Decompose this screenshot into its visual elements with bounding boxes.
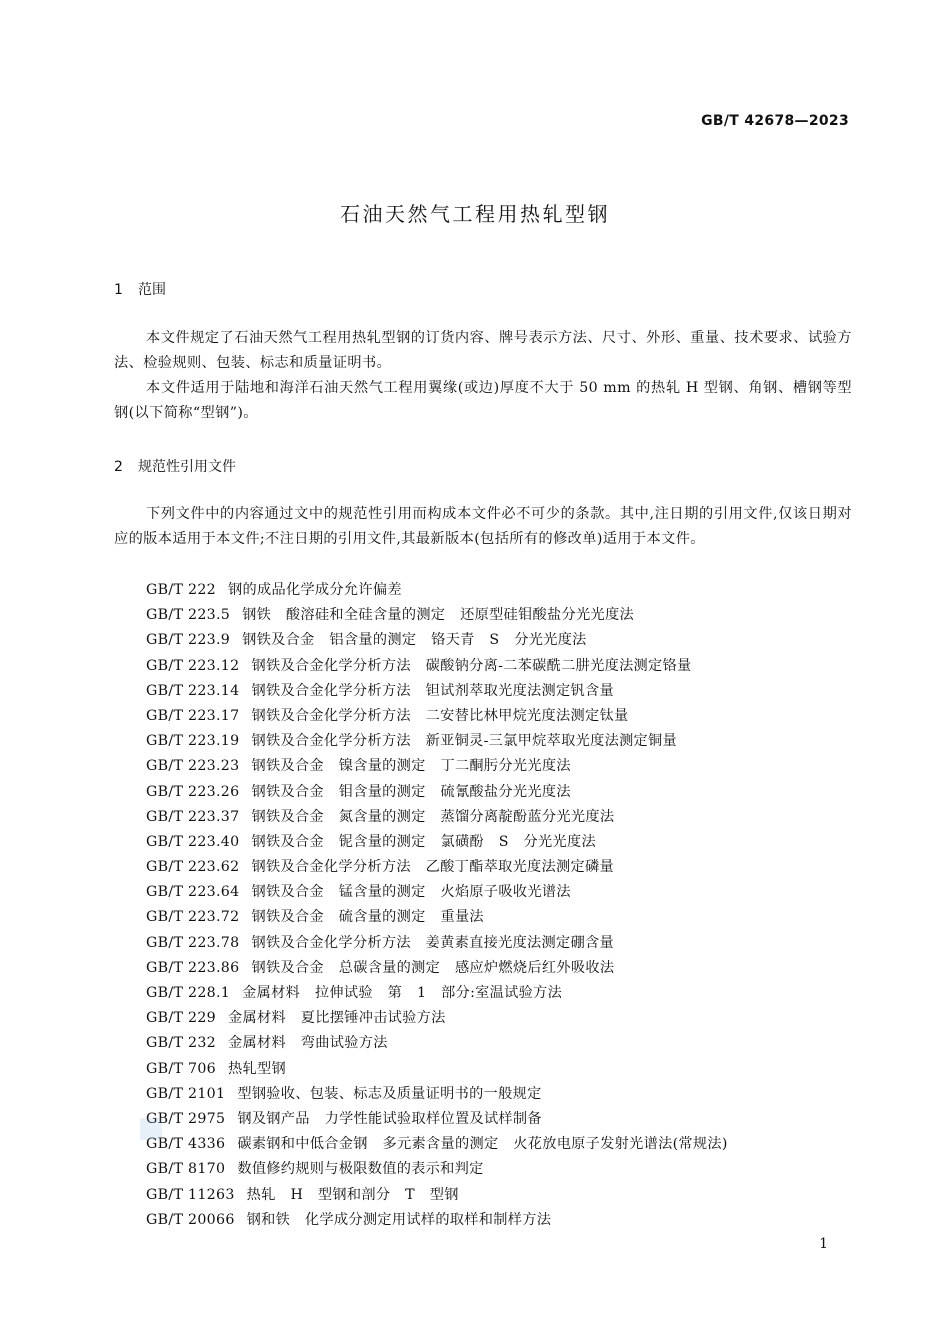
reference-title: 钢铁及合金 镍含量的测定 丁二酮肟分光光度法 bbox=[251, 758, 571, 775]
reference-title: 型钢验收、包装、标志及质量证明书的一般规定 bbox=[237, 1085, 542, 1102]
reference-code: GB/T 4336 bbox=[146, 1136, 226, 1153]
reference-code: GB/T 223.5 bbox=[146, 607, 231, 624]
reference-title: 钢铁 酸溶硅和全硅含量的测定 还原型硅钼酸盐分光光度法 bbox=[242, 607, 634, 624]
reference-title: 钢铁及合金化学分析方法 新亚铜灵-三氯甲烷萃取光度法测定铜量 bbox=[251, 733, 678, 750]
reference-item bbox=[146, 754, 866, 779]
reference-title: 钢铁及合金 硫含量的测定 重量法 bbox=[251, 909, 484, 926]
reference-code: GB/T 228.1 bbox=[146, 985, 231, 1001]
reference-title: 数值修约规则与极限数值的表示和判定 bbox=[237, 1161, 484, 1178]
reference-title: 钢铁及合金 铌含量的测定 氯磺酚 S 分光光度法 bbox=[251, 833, 596, 850]
section-title: 规范性引用文件 bbox=[138, 459, 236, 475]
reference-code: GB/T 2101 bbox=[146, 1085, 226, 1102]
reference-code: GB/T 223.37 bbox=[146, 808, 240, 825]
reference-item bbox=[146, 981, 866, 1006]
reference-code: GB/T 11263 bbox=[146, 1186, 235, 1203]
reference-item bbox=[146, 704, 866, 729]
reference-code: GB/T 222 bbox=[146, 582, 216, 598]
reference-title: 钢铁及合金 铝含量的测定 铬天青 S 分光光度法 bbox=[242, 632, 587, 649]
reference-item bbox=[146, 729, 866, 754]
reference-title: 钢铁及合金 氮含量的测定 蒸馏分离靛酚蓝分光光度法 bbox=[251, 808, 615, 825]
reference-item bbox=[146, 805, 866, 830]
reference-code: GB/T 223.12 bbox=[146, 657, 240, 674]
reference-title: 钢的成品化学成分允许偏差 bbox=[228, 582, 402, 598]
reference-item bbox=[146, 603, 866, 628]
reference-code: GB/T 223.72 bbox=[146, 909, 240, 926]
reference-title: 热轧型钢 bbox=[228, 1060, 286, 1077]
reference-item bbox=[146, 780, 866, 805]
reference-title: 碳素钢和中低合金钢 多元素含量的测定 火花放电原子发射光谱法(常规法) bbox=[237, 1136, 728, 1153]
reference-title: 钢铁及合金 锰含量的测定 火焰原子吸收光谱法 bbox=[251, 884, 571, 901]
reference-item bbox=[146, 880, 866, 905]
reference-item bbox=[146, 855, 866, 880]
reference-code: GB/T 232 bbox=[146, 1035, 216, 1052]
section-number: 1 bbox=[114, 282, 123, 298]
reference-code: GB/T 223.17 bbox=[146, 707, 240, 724]
reference-item bbox=[146, 654, 866, 679]
reference-code: GB/T 223.40 bbox=[146, 833, 240, 850]
reference-item bbox=[146, 1107, 866, 1132]
reference-title: 钢及钢产品 力学性能试验取样位置及试样制备 bbox=[237, 1110, 542, 1127]
scope-paragraph-1: 本文件规定了石油天然气工程用热轧型钢的订货内容、牌号表示方法、尺寸、外形、重量、技术要求、试验方法、检验规则、包装、标志和质量证明书。 bbox=[114, 330, 852, 371]
reference-code: GB/T 229 bbox=[146, 1010, 216, 1027]
reference-code: GB/T 223.64 bbox=[146, 884, 240, 901]
reference-title: 金属材料 弯曲试验方法 bbox=[228, 1035, 388, 1052]
reference-title: 金属材料 拉伸试验 第 1 部分:室温试验方法 bbox=[242, 985, 563, 1001]
reference-item bbox=[146, 628, 866, 653]
reference-list bbox=[146, 578, 866, 1233]
reference-item bbox=[146, 578, 866, 603]
reference-code: GB/T 223.19 bbox=[146, 733, 240, 750]
reference-code: GB/T 223.78 bbox=[146, 934, 240, 951]
reference-title: 钢铁及合金 钼含量的测定 硫氰酸盐分光光度法 bbox=[251, 783, 571, 800]
reference-code: GB/T 223.14 bbox=[146, 682, 240, 699]
reference-code: GB/T 223.62 bbox=[146, 859, 240, 876]
reference-title: 钢铁及合金化学分析方法 姜黄素直接光度法测定硼含量 bbox=[251, 934, 614, 951]
reference-item bbox=[146, 905, 866, 930]
reference-item bbox=[146, 830, 866, 855]
reference-title: 钢铁及合金化学分析方法 钽试剂萃取光度法测定钒含量 bbox=[251, 682, 614, 699]
reference-code: GB/T 706 bbox=[146, 1060, 216, 1077]
reference-code: GB/T 20066 bbox=[146, 1211, 235, 1228]
reference-item bbox=[146, 1031, 866, 1056]
reference-title: 钢铁及合金化学分析方法 二安替比林甲烷光度法测定钛量 bbox=[251, 707, 629, 724]
references-intro: 下列文件中的内容通过文中的规范性引用而构成本文件必不可少的条款。其中,注日期的引用文件,仅该日期对应的版本适用于本文件;不注日期的引用文件,其最新版本(包括所有的修改单)适用于本文件。 bbox=[114, 506, 852, 547]
page-number: 1 bbox=[819, 1236, 828, 1252]
reference-title: 金属材料 夏比摆锤冲击试验方法 bbox=[228, 1010, 446, 1027]
reference-item bbox=[146, 1208, 866, 1233]
reference-title: 热轧 H 型钢和剖分 T 型钢 bbox=[246, 1186, 459, 1203]
reference-code: GB/T 223.23 bbox=[146, 758, 240, 775]
scope-paragraph-2: 本文件适用于陆地和海洋石油天然气工程用翼缘(或边)厚度不大于 50 mm 的热轧 H 型钢、角钢、槽钢等型钢(以下简称“型钢”)。 bbox=[114, 380, 852, 421]
section-title: 范围 bbox=[138, 282, 166, 298]
section-2-heading bbox=[114, 456, 236, 476]
reference-item bbox=[146, 1157, 866, 1182]
reference-title: 钢铁及合金化学分析方法 乙酸丁酯萃取光度法测定磷量 bbox=[251, 859, 614, 876]
reference-item bbox=[146, 1082, 866, 1107]
reference-item bbox=[146, 1183, 866, 1208]
reference-code: GB/T 223.9 bbox=[146, 632, 231, 649]
reference-code: GB/T 223.26 bbox=[146, 783, 240, 800]
section-1-heading bbox=[114, 279, 166, 299]
reference-code: GB/T 2975 bbox=[146, 1110, 226, 1127]
reference-item bbox=[146, 1132, 866, 1157]
reference-item bbox=[146, 956, 866, 981]
document-title: 石油天然气工程用热轧型钢 bbox=[340, 202, 610, 226]
reference-item bbox=[146, 1057, 866, 1082]
reference-code: GB/T 223.86 bbox=[146, 959, 240, 976]
reference-item bbox=[146, 931, 866, 956]
reference-title: 钢铁及合金 总碳含量的测定 感应炉燃烧后红外吸收法 bbox=[251, 959, 615, 976]
reference-item bbox=[146, 1006, 866, 1031]
reference-title: 钢和铁 化学成分测定用试样的取样和制样方法 bbox=[246, 1211, 552, 1228]
section-number: 2 bbox=[114, 459, 123, 475]
reference-code: GB/T 8170 bbox=[146, 1161, 226, 1178]
watermark-mark bbox=[140, 1118, 162, 1140]
reference-title: 钢铁及合金化学分析方法 碳酸钠分离-二苯碳酰二肼光度法测定铬量 bbox=[251, 657, 692, 674]
standard-number: GB/T 42678—2023 bbox=[701, 113, 849, 129]
reference-item bbox=[146, 679, 866, 704]
